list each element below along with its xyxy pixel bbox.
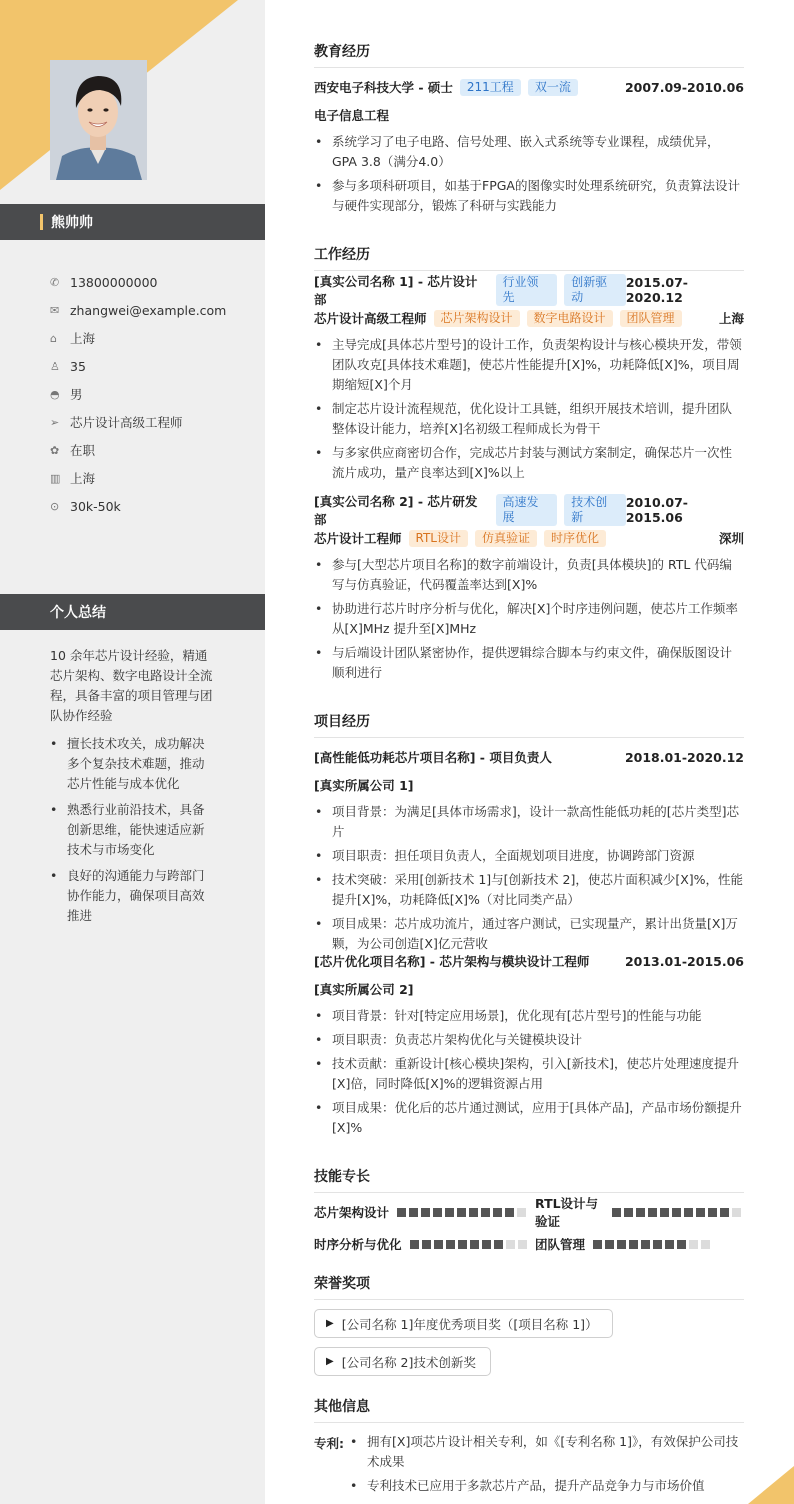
skill-item [535,1236,713,1252]
skill-level-block [410,1240,419,1249]
info-text: 13800000000 [70,274,158,290]
name-band [0,204,265,240]
contact-info-list [50,268,226,520]
corner-decoration-bottom [748,1466,794,1504]
job-point: • 协助进行芯片时序分析与优化，解决[X]个时序违例问题，使芯片工作频率从[X]MHz 提升至[X]MHz [314,599,744,639]
job-company-row [314,494,744,527]
job-point: • 与多家供应商密切合作，完成芯片封装与测试方案制定，确保芯片一次性流片成功，量产良率达到[X]%以上 [314,443,744,483]
project-point: • 项目成果：优化后的芯片通过测试，应用于[具体产品]，产品市场份额提升[X]% [314,1098,744,1138]
project-point: • 项目职责：负责芯片架构优化与关键模块设计 [314,1030,744,1050]
info-text: 30k-50k [70,498,121,514]
phone-icon: ✆ [50,275,60,289]
skill-level-block [660,1208,669,1217]
play-triangle-icon: ▶ [326,1318,334,1329]
project-point: • 技术贡献：重新设计[核心模块]架构，引入[新技术]，使芯片处理速度提升[X]倍，同时降低[X]%的逻辑资源占用 [314,1054,744,1094]
skill-level-block [648,1208,657,1217]
summary-band [0,594,265,630]
award-text: [公司名称 2]技术创新奖 [341,1354,476,1370]
skill-level-block [517,1208,526,1217]
summary-title: 个人总结 [50,605,106,621]
skill-level-bar [593,1240,713,1249]
project-company: [真实所属公司 2] [314,982,414,997]
skill-level-block [493,1208,502,1217]
skill-level-block [617,1240,626,1249]
summary-intro: 10 余年芯片设计经验，精通芯片架构、数字电路设计全流程，具备丰富的项目管理与团队协作经验 [50,648,213,723]
project-points [314,1006,744,1142]
role-tag: 芯片架构设计 [434,310,520,327]
project-name: [芯片优化项目名称] - 芯片架构与模块设计工程师 [314,954,590,969]
skill-level-block [481,1208,490,1217]
info-email [50,296,226,324]
skill-level-block [720,1208,729,1217]
skill-level-block [470,1240,479,1249]
info-target-job [50,408,226,436]
info-location [50,324,226,352]
home-icon: ⌂ [50,331,57,345]
skill-level-bar [397,1208,529,1217]
skill-item [314,1204,529,1220]
gender-icon: ◓ [50,387,60,401]
role-tag: RTL设计 [409,530,468,547]
sidebar [0,0,265,1504]
award-text: [公司名称 1]年度优秀项目奖（[项目名称 1]） [341,1316,598,1332]
school-name: 西安电子科技大学 - 硕士 [314,80,453,95]
skill-level-bar [612,1208,744,1217]
job-point: • 制定芯片设计流程规范，优化设计工具链，组织开展技术培训，提升团队整体设计能力，培养[X]名初级工程师成长为骨干 [314,399,744,439]
info-text: 35 [70,358,86,374]
job-point: • 参与[大型芯片项目名称]的数字前端设计，负责[具体模块]的 RTL 代码编写与仿真验证，代码覆盖率达到[X]% [314,555,744,595]
skill-name: RTL设计与验证 [535,1196,599,1229]
job-role: 芯片设计工程师 [314,531,402,546]
project-point: • 项目背景：针对[特定应用场景]，优化现有[芯片型号]的性能与功能 [314,1006,744,1026]
skill-level-block [434,1240,443,1249]
skill-item [314,1236,530,1252]
skill-level-block [458,1240,467,1249]
role-tag: 团队管理 [620,310,682,327]
skill-level-block [482,1240,491,1249]
age-icon: ♙ [50,359,60,373]
school-tag: 双一流 [528,79,578,96]
project-point: • 技术突破：采用[创新技术 1]与[创新技术 2]，使芯片面积减少[X]%，性能提升[X]%，功耗降低[X]%（对比同类产品） [314,870,744,910]
job-city: 上海 [718,311,744,326]
projects-title: 项目经历 [314,711,744,738]
avatar-portrait [50,60,147,180]
job-company-row [314,274,744,307]
avatar [50,60,147,180]
skill-level-block [421,1208,430,1217]
role-tag: 仿真验证 [475,530,537,547]
info-gender [50,380,226,408]
skill-item [535,1196,744,1229]
skill-level-block [708,1208,717,1217]
candidate-name: 熊帅帅 [51,215,93,231]
skill-level-block [518,1240,527,1249]
info-text: 上海 [70,471,96,486]
salary-icon: ⊙ [50,499,60,513]
job-date: 2015.07-2020.12 [625,275,688,305]
education-title: 教育经历 [314,41,744,68]
skill-level-block [677,1240,686,1249]
skill-level-block [457,1208,466,1217]
company-tag: 技术创新 [564,494,626,526]
education-major [314,106,744,124]
skill-level-block [433,1208,442,1217]
major-name: 电子信息工程 [314,108,390,123]
skill-level-block [689,1240,698,1249]
skill-name: 时序分析与优化 [314,1237,402,1252]
project-header [314,748,744,766]
work-title: 工作经历 [314,244,744,271]
project-date: 2018.01-2020.12 [624,749,744,765]
info-text: 男 [70,387,83,402]
info-text: 在职 [70,443,96,458]
skill-level-block [506,1240,515,1249]
education-header [314,78,744,96]
send-icon: ➢ [50,415,60,429]
project-company-row [314,980,744,998]
skills-title: 技能专长 [314,1166,744,1193]
project-name: [高性能低功耗芯片项目名称] - 项目负责人 [314,750,552,765]
skill-level-block [629,1240,638,1249]
skill-level-block [409,1208,418,1217]
skill-level-block [684,1208,693,1217]
info-phone [50,268,226,296]
skill-name: 芯片架构设计 [314,1205,390,1220]
building-icon: ▥ [50,471,61,485]
info-status [50,436,226,464]
skill-level-block [641,1240,650,1249]
skill-level-block [653,1240,662,1249]
skill-level-block [593,1240,602,1249]
skill-level-block [696,1208,705,1217]
role-tag: 数字电路设计 [527,310,613,327]
other-title: 其他信息 [314,1396,744,1423]
skill-level-block [732,1208,741,1217]
skill-level-block [422,1240,431,1249]
education-point: • 参与多项科研项目，如基于FPGA的图像实时处理系统研究，负责算法设计与硬件实现部分，锻炼了科研与实践能力 [314,176,744,216]
mail-icon: ✉ [50,303,60,317]
job-company: [真实公司名称 2] - 芯片研发部 [314,494,478,527]
skill-level-block [636,1208,645,1217]
skill-level-block [612,1208,621,1217]
company-tag: 高速发展 [496,494,558,526]
job-point: • 与后端设计团队紧密协作，提供逻辑综合脚本与约束文件，确保版图设计顺利进行 [314,643,744,683]
skill-level-block [505,1208,514,1217]
summary-point: • 擅长技术攻关，成功解决多个复杂技术难题，推动芯片性能与成本优化 [50,734,215,794]
project-header [314,952,744,970]
project-company-row [314,776,744,794]
skill-level-bar [410,1240,530,1249]
summary-point: • 熟悉行业前沿技术，具备创新思维，能快速适应新技术与市场变化 [50,800,215,860]
info-age [50,352,226,380]
info-text: 芯片设计高级工程师 [70,415,183,430]
summary-point: • 良好的沟通能力与跨部门协作能力，确保项目高效推进 [50,866,215,926]
info-target-city [50,464,226,492]
project-points [314,802,744,958]
awards-title: 荣誉奖项 [314,1273,744,1300]
education-points [314,132,744,220]
play-triangle-icon: ▶ [326,1356,334,1367]
company-tag: 创新驱动 [564,274,626,306]
skill-level-block [701,1240,710,1249]
job-date: 2010.07-2015.06 [625,495,688,525]
skill-level-block [605,1240,614,1249]
award-item[interactable] [314,1309,613,1338]
job-role: 芯片设计高级工程师 [314,311,427,326]
skill-level-block [672,1208,681,1217]
skill-level-block [445,1208,454,1217]
skill-level-block [469,1208,478,1217]
patent-point: • 拥有[X]项芯片设计相关专利，如《[专利名称 1]》，有效保护公司技术成果 [350,1432,744,1472]
award-item[interactable] [314,1347,491,1376]
skill-level-block [624,1208,633,1217]
project-date: 2013.01-2015.06 [624,953,744,969]
education-date: 2007.09-2010.06 [624,79,744,95]
skill-level-block [446,1240,455,1249]
info-text: zhangwei@example.com [70,302,227,318]
skill-level-block [494,1240,503,1249]
education-point: • 系统学习了电子电路、信号处理、嵌入式系统等专业课程，成绩优异，GPA 3.8（满分4.0） [314,132,744,172]
job-role-row [314,309,744,327]
patent-points [350,1432,744,1500]
info-text: 上海 [70,331,96,346]
status-icon: ✿ [50,443,60,457]
job-points [314,555,744,687]
job-points [314,335,744,487]
job-company: [真实公司名称 1] - 芯片设计部 [314,274,478,307]
patent-point: • 专利技术已应用于多款芯片产品，提升产品竞争力与市场价值 [350,1476,744,1496]
name-accent-bar [40,214,43,230]
project-point: • 项目职责：担任项目负责人，全面规划项目进度，协调跨部门资源 [314,846,744,866]
project-company: [真实所属公司 1] [314,778,414,793]
project-point: • 项目背景：为满足[具体市场需求]，设计一款高性能低功耗的[芯片类型]芯片 [314,802,744,842]
skill-name: 团队管理 [535,1237,586,1252]
skill-level-block [665,1240,674,1249]
company-tag: 行业领先 [496,274,558,306]
info-salary [50,492,226,520]
patent-label: 专利: [314,1436,344,1451]
job-point: • 主导完成[具体芯片型号]的设计工作，负责架构设计与核心模块开发，带领团队攻克[具体技术难题]，使芯片性能提升[X]%，功耗降低[X]%，项目周期缩短[X]个月 [314,335,744,395]
role-tag: 时序优化 [544,530,606,547]
summary-content [50,646,215,932]
school-tag: 211工程 [460,79,521,96]
summary-points [50,734,215,926]
project-point: • 项目成果：芯片成功流片，通过客户测试，已实现量产，累计出货量[X]万颗，为公司创造[X]亿元营收 [314,914,744,954]
skill-level-block [397,1208,406,1217]
job-role-row [314,529,744,547]
job-city: 深圳 [718,531,744,546]
